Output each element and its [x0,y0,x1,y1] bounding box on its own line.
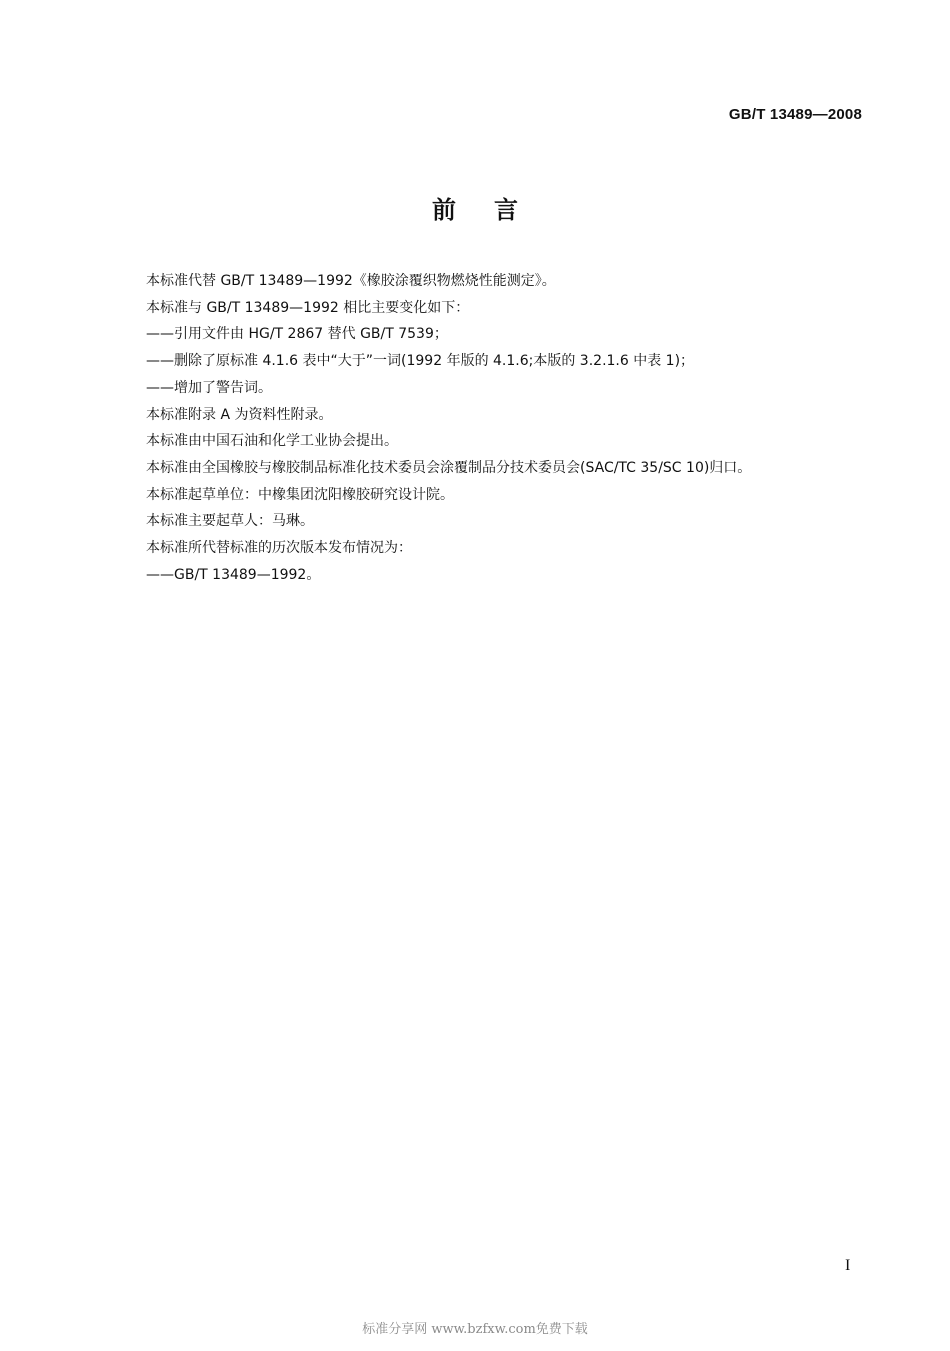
paragraph-history-intro: 本标准所代替标准的历次版本发布情况为： [146,540,412,557]
paragraph-proposed-by: 本标准由中国石油和化学工业协会提出。 [146,433,398,450]
paragraph-changes-intro: 本标准与 GB/T 13489—1992 相比主要变化如下： [146,299,470,316]
page-number: I [845,1257,851,1274]
paragraph-appendix: 本标准附录 A 为资料性附录。 [146,406,333,423]
paragraph-drafter: 本标准主要起草人：马琳。 [146,513,314,530]
standard-code: GB/T 13489—2008 [728,106,862,123]
paragraph-drafting-unit: 本标准起草单位：中橡集团沈阳橡胶研究设计院。 [146,486,454,503]
paragraph-replaces: 本标准代替 GB/T 13489—1992《橡胶涂覆织物燃烧性能测定》。 [146,273,556,289]
history-item: ——GB/T 13489—1992。 [146,566,321,583]
change-item-deletion: ——删除了原标准 4.1.6 表中“大于”一词(1992 年版的 4.1.6;本版的 3.2.1.6 中表 1)； [146,353,695,370]
change-item-warning: ——增加了警告词。 [146,379,272,396]
paragraph-technical-committee: 本标准由全国橡胶与橡胶制品标准化技术委员会涂覆制品分技术委员会(SAC/TC 35/SC 10)归口。 [146,459,752,476]
change-item-reference: ——引用文件由 HG/T 2867 替代 GB/T 7539； [146,326,448,343]
page-title: 前言 [432,196,556,224]
watermark-text: 标准分享网 www.bzfxw.com免费下载 [362,1322,588,1337]
foreword-body [110,268,870,588]
